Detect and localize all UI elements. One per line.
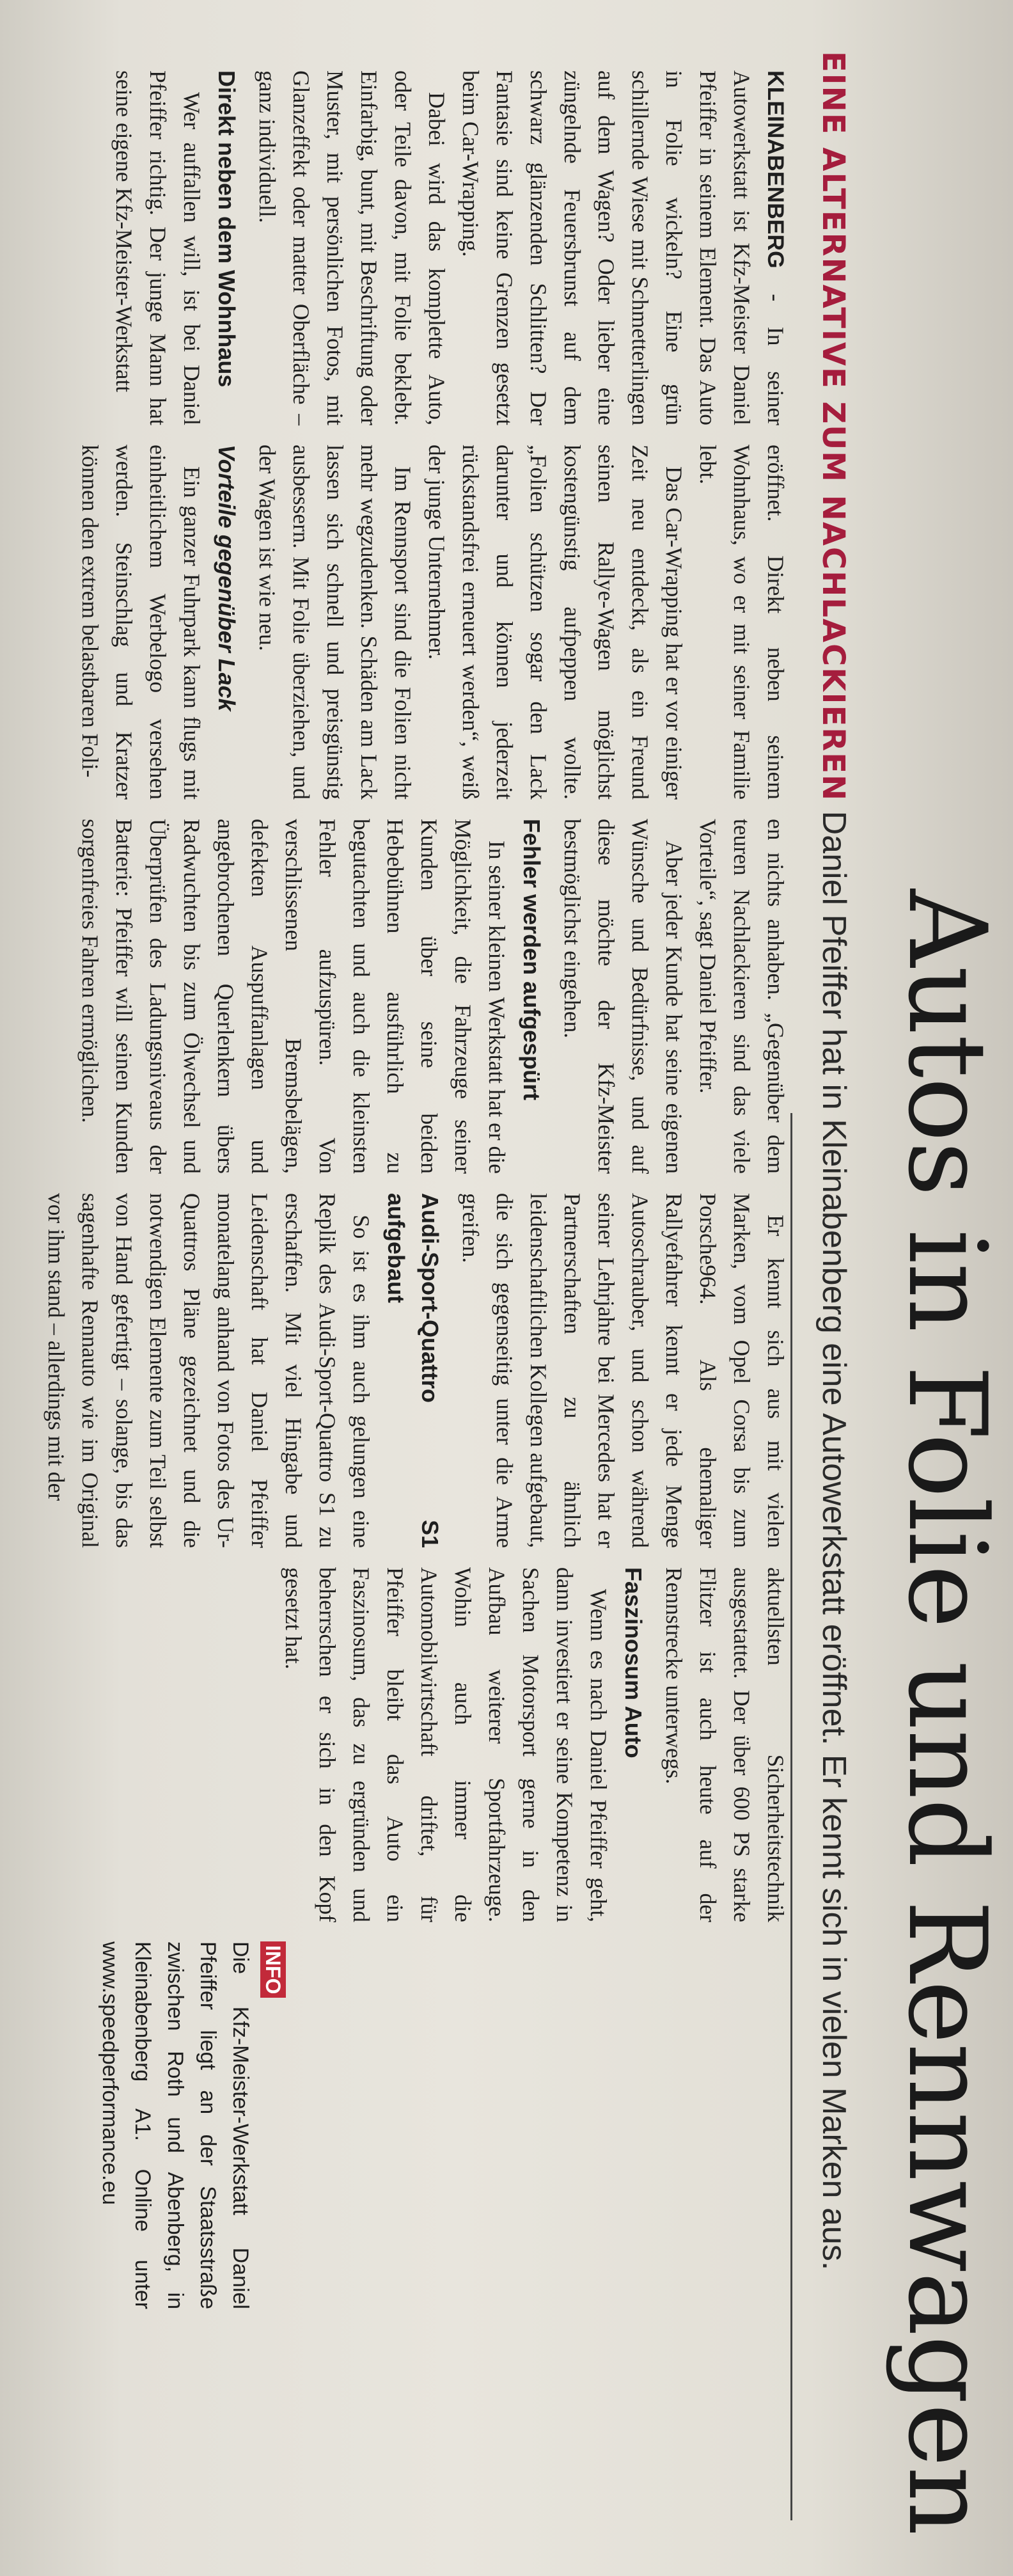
column-1 — [25, 70, 792, 425]
headline: Autos in Folie und Rennwagen — [884, 889, 1010, 2535]
paragraph: Im Rennsport sind die Folien nicht mehr wegzudenken. Schäden am Lack lassen sich schnell und preisgünstig ausbessern. Mit Folie überziehen, und der Wagen ist wie neu. — [255, 445, 416, 800]
info-box — [22, 1941, 290, 2309]
crosshead: Vorteile gegenüber Lack — [214, 445, 240, 711]
info-tag: INFO — [260, 1941, 286, 1998]
paragraph: Wer auffallen will, ist bei Daniel Pfeiffer richtig. Der junge Mann hat seine eigene Kfz-Meister-Werkstatt — [111, 70, 205, 425]
paragraph: In seiner kleinen Werkstatt hat er die Möglichkeit, die Fahrzeuge seiner Kunden über seine beiden Hebebühnen ausführlich zu begutachten und auch die kleinsten Fehler aufzuspüren. Von verschlissenen Bremsbelägen, defekten Auspuffanlagen und angebrochenen Querlenkern übers Radwuchten bis zum Ölwechsel und Überprüfen des Ladungsniveaus der Batterie: Pfeiffer will seinen Kunden sorgenfreies Fahren ermöglichen. — [77, 819, 510, 1174]
paragraph: Wenn es nach Daniel Pfeiffer geht, dann investiert er seine Kompetenz in Sachen Motorsport gerne in den Aufbau weiterer Sportfahrzeuge. Wohin auch immer die Automobilwirtschaft driftet, für Pfeiffer bleibt das Auto ein Faszinosum, das zu ergründen und beherrschen er sich in den Kopf gesetzt hat. — [281, 1567, 611, 1922]
column-4 — [25, 1193, 792, 1548]
subline-text: Daniel Pfeiffer hat in Kleinabenberg eine Autowerkstatt eröffnet. Er kennt sich in vielen Marken aus. — [815, 810, 852, 2271]
paragraph: eröffnet. Direkt neben seinem Wohnhaus, wo er mit seiner Familie lebt. — [695, 445, 789, 800]
paragraph: Ein ganzer Fuhrpark kann flugs mit einheitlichem Werbelogo versehen werden. Steinschlag und Kratzer können den extrem belastbaren Foli- — [77, 445, 205, 800]
kicker: EINE ALTERNATIVE ZUM NACHLACKIEREN — [815, 51, 851, 802]
paragraph: So ist es ihm auch gelungen eine Replik des Audi-Sport-Quattro S1 zu erschaffen. Mit viel Hingabe und Leidenschaft hat Daniel Pfeiffer monatelang anhand von Fotos des Ur-Quattros Pläne gezeichnet und die notwendigen Elemente zum Teil selbst von Hand gefertigt – solange, bis das sagenhafte Rennauto wie im Original vor ihm stand – allerdings mit der — [43, 1193, 374, 1548]
subline — [815, 51, 853, 2546]
paragraph: en nichts anhaben. „Gegenüber dem teuren Nachlackieren sind das viele Vorteile“, sagt Daniel Pfeiffer. — [695, 819, 789, 1174]
column-5 — [25, 1567, 792, 1922]
paragraph: Aber jeder Kunde hat seine eigenen Wünsche und Bedürfnisse, und auf diese möchte der Kfz-Meister bestmöglichst eingehen. — [560, 819, 687, 1174]
paragraph: KLEINABENBERG - In seiner Autowerkstatt ist Kfz-Meister Daniel Pfeiffer in seinem Element. Das Auto in Folie wickeln? Eine grün schillernde Wiese mit Schmetterlingen auf dem Wagen? Oder lieber eine züngelnde Feuersbrunst auf dem schwarz glänzenden Schlitten? Der Fantasie sind keine Grenzen gesetzt beim Car-Wrapping. — [458, 70, 789, 425]
paragraph: Er kennt sich aus mit vielen Marken, vom Opel Corsa bis zum Porsche964. Als ehemaliger Rallyefahrer kennt er jede Menge Autoschrauber, und schon während seiner Lehrjahre bei Mercedes hat er Partnerschaften zu ähnlich leidenschaftlichen Kollegen aufgebaut, die sich gegenseitig unter die Arme greifen. — [458, 1193, 789, 1548]
column-3 — [25, 819, 792, 1174]
crosshead: Audi-Sport-Quattro S1 aufgebaut — [383, 1193, 443, 1548]
crosshead: Fehler werden aufgespürt — [519, 819, 545, 1101]
paragraph: Das Car-Wrapping hat er vor einiger Zeit neu entdeckt, als ein Freund seinen Rallye-Wagen möglichst kostengünstig aufpeppen wollte. „Folien schützen sogar den Lack darunter und können jederzeit rückstandsfrei erneuert werden“, weiß der junge Unternehmer. — [424, 445, 687, 800]
column-2 — [25, 445, 792, 800]
paragraph: aktuellsten Sicherheitstechnik ausgestattet. Der über 600 PS starke Flitzer ist auch heute auf der Rennstrecke unterwegs. — [661, 1567, 789, 1922]
crosshead: Direkt neben dem Wohnhaus — [214, 70, 240, 388]
crosshead: Faszinosum Auto — [620, 1567, 647, 1758]
paragraph: Dabei wird das komplette Auto, oder Teile davon, mit Folie beklebt. Einfarbig, bunt, mit Beschriftung oder Muster, mit persönlichen Fotos, mit Glanzeffekt oder matter Oberfläche – ganz individuell. — [255, 70, 450, 425]
dateline: KLEINABENBERG — [763, 70, 789, 269]
info-text: Die Kfz-Meister-Werkstatt Daniel Pfeiffer liegt an der Staatsstraße zwischen Roth und Abenberg, in Kleinabenberg A1. Online unter www.speedperformance.eu — [98, 1941, 253, 2309]
